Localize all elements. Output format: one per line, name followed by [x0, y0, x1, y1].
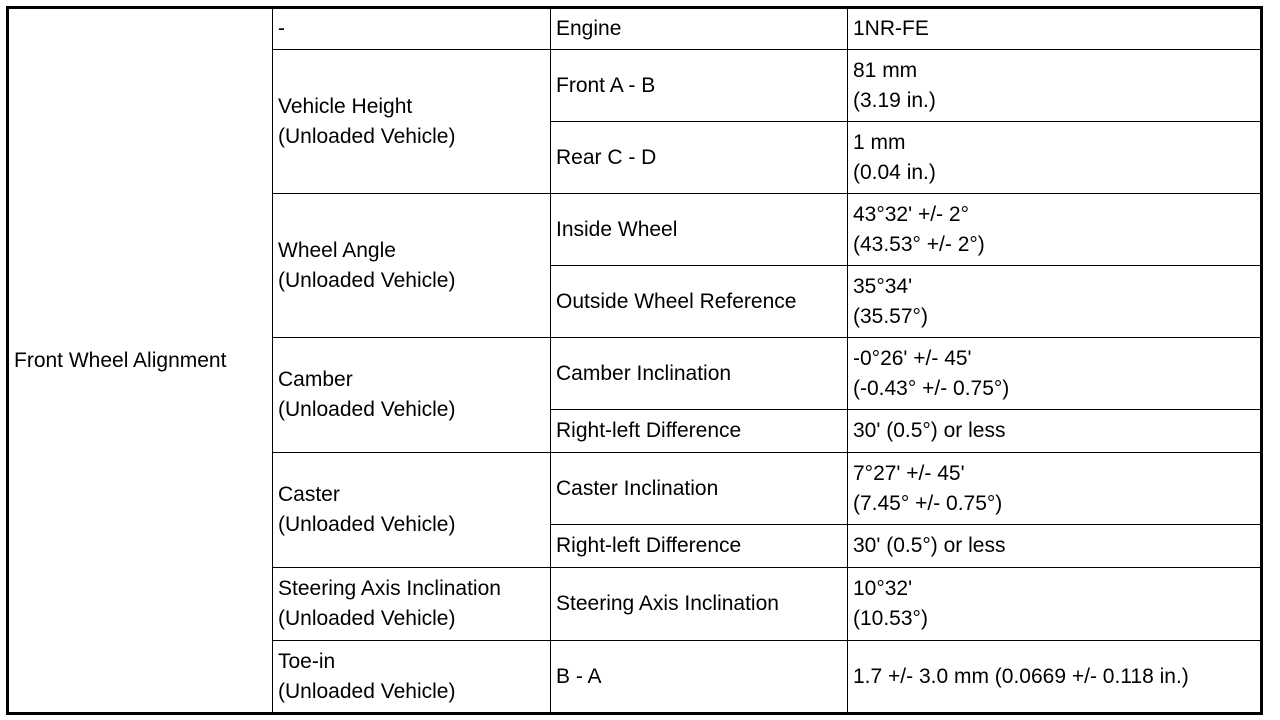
group-cell — [273, 194, 551, 338]
group-cell — [273, 568, 551, 641]
main-label-cell — [8, 8, 273, 714]
item-cell — [551, 122, 848, 194]
main-label: Front Wheel Alignment — [14, 348, 227, 372]
front-wheel-alignment-table — [6, 6, 1263, 715]
item-label: Steering Axis Inclination — [556, 592, 779, 615]
item-label: Front A - B — [556, 73, 656, 97]
value-text: 30' (0.5°) or less — [853, 534, 1006, 557]
item-cell — [551, 338, 848, 410]
value-subtext: (7.45° +/- 0.75°) — [853, 491, 1003, 515]
value-text: 43°32' +/- 2° — [853, 202, 969, 226]
value-cell — [848, 122, 1262, 194]
group-sublabel: (Unloaded Vehicle) — [278, 398, 456, 421]
item-cell — [551, 568, 848, 641]
group-sublabel: (Unloaded Vehicle) — [278, 679, 456, 703]
table-row — [8, 8, 1262, 50]
value-text: 30' (0.5°) or less — [853, 419, 1006, 442]
group-cell — [273, 50, 551, 194]
group-sublabel: (Unloaded Vehicle) — [278, 513, 456, 536]
group-sublabel: (Unloaded Vehicle) — [278, 607, 456, 630]
group-cell — [273, 338, 551, 453]
value-text: 1.7 +/- 3.0 mm (0.0669 +/- 0.118 in.) — [853, 664, 1189, 688]
group-label: Steering Axis Inclination — [278, 577, 501, 600]
item-cell — [551, 266, 848, 338]
value-text: 10°32' — [853, 577, 913, 600]
item-cell — [551, 410, 848, 453]
value-cell — [848, 8, 1262, 50]
item-label: Camber Inclination — [556, 361, 732, 385]
value-subtext: (43.53° +/- 2°) — [853, 232, 985, 256]
value-cell — [848, 641, 1262, 714]
group-label: Vehicle Height — [278, 94, 413, 118]
group-sublabel: (Unloaded Vehicle) — [278, 268, 456, 292]
value-cell — [848, 453, 1262, 525]
group-cell — [273, 641, 551, 714]
group-cell — [273, 8, 551, 50]
item-cell — [551, 641, 848, 714]
item-label: Engine — [556, 17, 622, 40]
item-cell — [551, 525, 848, 568]
value-text: 81 mm — [853, 58, 918, 82]
group-label: - — [278, 17, 285, 40]
value-cell — [848, 266, 1262, 338]
value-subtext: (0.04 in.) — [853, 160, 936, 184]
group-label: Camber — [278, 368, 353, 391]
value-cell — [848, 525, 1262, 568]
item-label: B - A — [556, 664, 602, 688]
group-sublabel: (Unloaded Vehicle) — [278, 124, 456, 148]
item-cell — [551, 8, 848, 50]
group-label: Wheel Angle — [278, 238, 396, 262]
value-text: 35°34' — [853, 274, 913, 298]
item-label: Outside Wheel Reference — [556, 289, 797, 313]
value-cell — [848, 338, 1262, 410]
group-cell — [273, 453, 551, 568]
value-subtext: (10.53°) — [853, 607, 928, 630]
value-text: 7°27' +/- 45' — [853, 461, 965, 485]
value-text: 1 mm — [853, 130, 906, 154]
group-label: Toe-in — [278, 649, 336, 673]
value-cell — [848, 50, 1262, 122]
value-subtext: (35.57°) — [853, 304, 928, 328]
item-cell — [551, 194, 848, 266]
value-text: -0°26' +/- 45' — [853, 346, 972, 370]
item-label: Right-left Difference — [556, 419, 742, 442]
item-label: Caster Inclination — [556, 476, 719, 500]
item-label: Right-left Difference — [556, 534, 742, 557]
value-subtext: (3.19 in.) — [853, 88, 936, 112]
item-label: Inside Wheel — [556, 217, 678, 241]
item-label: Rear C - D — [556, 145, 657, 169]
item-cell — [551, 50, 848, 122]
item-cell — [551, 453, 848, 525]
value-cell — [848, 410, 1262, 453]
value-cell — [848, 568, 1262, 641]
value-cell — [848, 194, 1262, 266]
value-text: 1NR-FE — [853, 17, 929, 40]
group-label: Caster — [278, 483, 340, 506]
value-subtext: (-0.43° +/- 0.75°) — [853, 376, 1010, 400]
